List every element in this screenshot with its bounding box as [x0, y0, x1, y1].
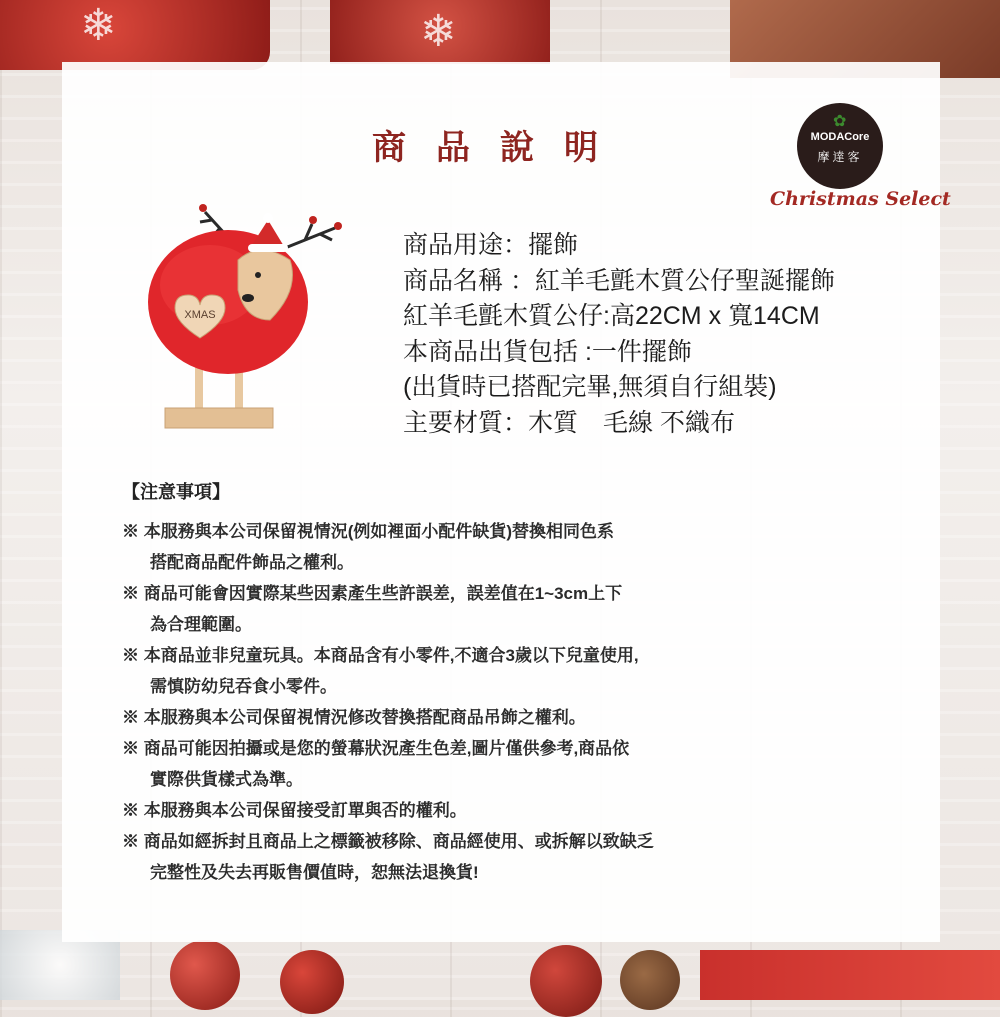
ribbon-decoration [700, 950, 1000, 1000]
notice-item: ※ 本服務與本公司保留視情況修改替換搭配商品吊飾之權利。 [122, 708, 586, 727]
page-title: 商品說明 [372, 128, 628, 168]
product-spec-list [403, 228, 923, 441]
spec-line-material: 主要材質：木質 毛線 不織布 [403, 408, 735, 437]
wooden-base [165, 408, 273, 428]
spec-line-assembly: (出貨時已搭配完畢,無須自行組裝) [403, 373, 777, 401]
product-image [140, 190, 360, 440]
brand-logo [797, 103, 883, 189]
notice-heading: 【注意事項】 [122, 482, 230, 502]
notice-item: ※ 商品可能會因實際某些因素產生些許誤差，誤差值在1~3cm上下 為合理範圍。 [122, 584, 623, 634]
notice-item: ※ 商品如經拆封且商品上之標籤被移除、商品經使用、或拆解以致缺乏 完整性及失去再販售價值時，恕無法退換貨! [122, 832, 654, 882]
spec-line-package: 本商品出貨包括 :一件擺飾 [403, 337, 692, 366]
tagline: Christmas Select [770, 188, 951, 210]
gift-box-decoration [0, 0, 270, 70]
berry-icon [309, 216, 317, 224]
snowflake-icon: ❄ [420, 6, 457, 57]
nose [242, 294, 254, 302]
berry-icon [334, 222, 342, 230]
eye [255, 272, 261, 278]
notice-item: ※ 本商品並非兒童玩具。本商品含有小零件,不適合3歲以下兒童使用, 需慎防幼兒吞食小零件。 [122, 646, 639, 696]
spec-line-name: 商品名稱 ：紅羊毛氈木質公仔聖誕擺飾 [403, 266, 835, 295]
notice-list [122, 516, 902, 888]
berry-icon [199, 204, 207, 212]
notice-item: ※ 商品可能因拍攝或是您的螢幕狀況產生色差,圖片僅供參考,商品依 實際供貨樣式為準。 [122, 739, 630, 789]
bauble-decoration [280, 950, 344, 1014]
snowflake-icon: ❄ [80, 0, 117, 51]
spec-line-usage: 商品用途：擺飾 [403, 231, 579, 259]
bauble-decoration [530, 945, 602, 1017]
spec-line-size: 紅羊毛氈木質公仔:高22CM x 寬14CM [403, 302, 820, 330]
pinecone-decoration [620, 950, 680, 1010]
logo-brand-cn-text: 摩達客 [817, 150, 863, 164]
antler-right [280, 224, 335, 250]
heart-tag-label: XMAS [184, 309, 216, 321]
santa-hat [250, 220, 285, 248]
holly-icon: ✿ [833, 111, 847, 130]
logo-brand-text: MODACore [810, 131, 870, 143]
notice-item: ※ 本服務與本公司保留接受訂單與否的權利。 [122, 801, 467, 820]
notice-item: ※ 本服務與本公司保留視情況(例如裡面小配件缺貨)替換相同色系 搭配商品配件飾品之權利。 [122, 522, 615, 572]
